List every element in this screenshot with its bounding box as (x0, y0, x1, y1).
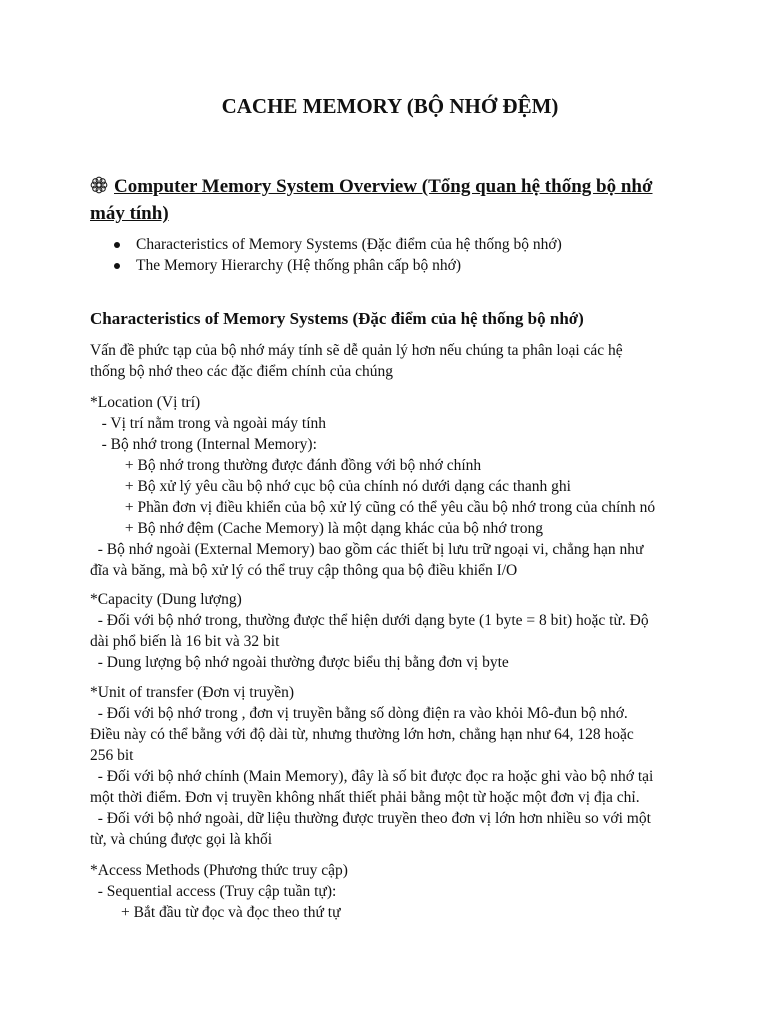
bullet-dot (114, 263, 120, 269)
document-title: CACHE MEMORY (BỘ NHỚ ĐỆM) (221, 94, 559, 118)
list-item: The Memory Hierarchy (Hệ thống phân cấp bộ nhớ) (110, 255, 562, 276)
bullet-dot (114, 242, 120, 248)
list-item: Characteristics of Memory Systems (Đặc điểm của hệ thống bộ nhớ) (110, 234, 562, 255)
overview-heading-line1: Computer Memory System Overview (Tổng quan hệ thống bộ nhớ (114, 176, 653, 197)
access-methods-block: *Access Methods (Phương thức truy cập) - Sequential access (Truy cập tuần tự): + Bắt đầu từ đọc và đọc theo thứ tự (90, 862, 348, 921)
section-heading: Characteristics of Memory Systems (Đặc điểm của hệ thống bộ nhớ) (90, 309, 584, 328)
intro-paragraph: Vấn đề phức tạp của bộ nhớ máy tính sẽ dễ quản lý hơn nếu chúng ta phân loại các hệ thống bộ nhớ theo các đặc điểm chính của chúng (90, 342, 623, 380)
overview-list (110, 234, 562, 276)
overview-heading-line2: máy tính) (90, 203, 169, 224)
capacity-block: *Capacity (Dung lượng) - Đối với bộ nhớ trong, thường được thể hiện dưới dạng byte (1 byte = 8 bit) hoặc từ. Độ dài phổ biến là 16 bit và 32 bit - Dung lượng bộ nhớ ngoài thường được biểu thị bằng đơn vị byte (90, 591, 649, 671)
overview-heading (90, 173, 690, 227)
unit-transfer-block: *Unit of transfer (Đơn vị truyền) - Đối với bộ nhớ trong , đơn vị truyền bằng số dòng điện ra vào khỏi Mô-đun bộ nhớ. Điều này có thể bằng với độ dài từ, nhưng thường lớn hơn, chẳng hạn như 64, 128 hoặc 256 bit - Đối với bộ nhớ chính (Main Memory), đây là số bit được đọc ra hoặc ghi vào bộ nhớ tại một thời điểm. Đơn vị truyền không nhất thiết phải bằng một từ hoặc một đơn vị địa chỉ. - Đối với bộ nhớ ngoài, dữ liệu thường được truyền theo đơn vị lớn hơn nhiều so với một từ, và chúng được gọi là khối (90, 684, 654, 848)
location-block: *Location (Vị trí) - Vị trí nằm trong và ngoài máy tính - Bộ nhớ trong (Internal Memory): + Bộ nhớ trong thường được đánh đồng với bộ nhớ chính + Bộ xử lý yêu cầu bộ nhớ cục bộ của chính nó dưới dạng các thanh ghi + Phần đơn vị điều khiển của bộ xử lý cũng có thể yêu cầu bộ nhớ trong của chính nó + Bộ nhớ đệm (Cache Memory) là một dạng khác của bộ nhớ trong - Bộ nhớ ngoài (External Memory) bao gồm các thiết bị lưu trữ ngoại vi, chẳng hạn như đĩa và băng, mà bộ xử lý có thể truy cập thông qua bộ điều khiển I/O (90, 394, 656, 579)
flower-icon (90, 176, 108, 194)
